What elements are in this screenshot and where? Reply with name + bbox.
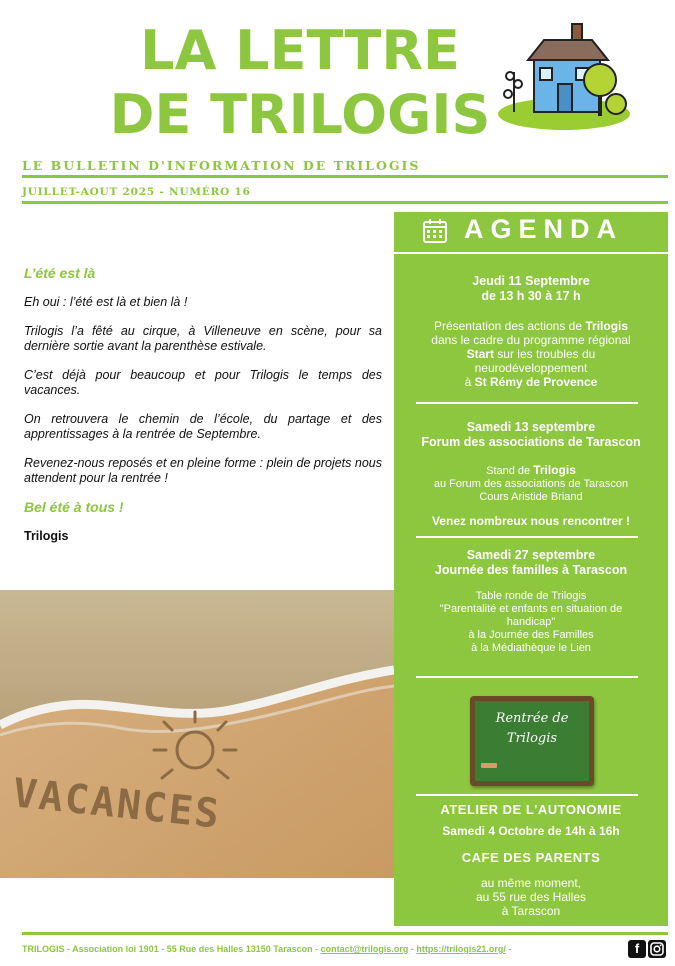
agenda-divider xyxy=(416,794,638,796)
event-cta: Venez nombreux nous rencontrer ! xyxy=(431,514,631,528)
event-title: Forum des associations de Tarascon xyxy=(421,435,641,449)
event-time: de 13 h 30 à 17 h xyxy=(481,289,581,303)
event-title: ATELIER DE L'AUTONOMIE xyxy=(440,802,622,817)
agenda-divider xyxy=(416,402,638,404)
event-line: au 55 rue des Halles xyxy=(475,890,587,904)
editorial-article xyxy=(24,266,382,558)
newsletter-title-line2: DE TRILOGIS xyxy=(109,83,491,146)
agenda-event-5 xyxy=(394,850,668,918)
event-line: handicap" xyxy=(506,616,556,628)
event-line: Présentation des actions de Trilogis xyxy=(433,319,629,333)
event-date: Samedi 27 septembre xyxy=(466,548,596,562)
article-signature: Trilogis xyxy=(24,529,69,543)
calendar-icon xyxy=(422,218,448,244)
chalkboard-line: Trilogis xyxy=(506,731,558,746)
chalkboard-rentree xyxy=(470,696,594,786)
event-date: Jeudi 11 Septembre xyxy=(472,274,590,288)
agenda-event-4 xyxy=(394,802,668,838)
event-line: dans le cadre du programme régional xyxy=(431,333,631,347)
agenda-divider xyxy=(416,676,638,678)
article-heading: L’été est là xyxy=(24,265,96,281)
agenda-event-2 xyxy=(394,420,668,528)
article-paragraph: Trilogis l’a fêté au cirque, à Villeneuve en scène, pour sa dernière sortie avant la parenthèse estivale. xyxy=(24,324,382,353)
event-title: Journée des familles à Tarascon xyxy=(434,563,628,577)
beach-vacances-image xyxy=(0,590,394,878)
event-title: CAFE DES PARENTS xyxy=(461,850,601,865)
chalkboard-line: Rentrée de xyxy=(495,711,569,726)
footer-address: TRILOGIS - Association loi 1901 - 55 Rue des Halles 13150 Tarascon - xyxy=(22,944,321,954)
agenda-header xyxy=(394,212,668,250)
footer-contact: TRILOGIS - Association loi 1901 - 55 Rue des Halles 13150 Tarascon - contact@trilogis.org - https://trilogis21.org/ - xyxy=(22,944,512,954)
event-line: à la Médiathèque le Lien xyxy=(471,642,591,654)
newsletter-subtitle: LE BULLETIN D'INFORMATION DE TRILOGIS xyxy=(22,158,421,173)
event-line: Table ronde de Trilogis xyxy=(475,590,587,602)
event-line: au Forum des associations de Tarascon xyxy=(433,478,629,490)
article-paragraph: C’est déjà pour beaucoup et pour Trilogis le temps des vacances. xyxy=(24,368,382,397)
agenda-header-divider xyxy=(394,252,668,254)
event-line: à St Rémy de Provence xyxy=(464,375,598,389)
footer-divider xyxy=(22,932,668,935)
footer-email-link[interactable]: contact@trilogis.org xyxy=(320,944,409,954)
sand-vacances-text: VACANCES xyxy=(10,770,223,838)
article-paragraph: Eh oui : l’été est là et bien là ! xyxy=(24,295,188,309)
event-line: Start sur les troubles du xyxy=(466,347,596,361)
article-paragraph: Revenez-nous reposés et en pleine forme : plein de projets nous attendent pour la rentrée ! xyxy=(24,456,382,485)
event-line: neurodéveloppement xyxy=(474,361,588,375)
instagram-icon[interactable] xyxy=(648,940,666,958)
event-line: Stand de Trilogis xyxy=(486,463,576,477)
agenda-event-1 xyxy=(394,274,668,389)
header-divider xyxy=(22,175,668,178)
event-line: "Parentalité et enfants en situation de xyxy=(439,603,623,615)
event-line: à Tarascon xyxy=(501,904,561,918)
footer-website-link[interactable]: https://trilogis21.org/ xyxy=(416,944,506,954)
agenda-panel xyxy=(394,212,668,926)
agenda-title: AGENDA xyxy=(464,214,624,244)
event-date: Samedi 13 septembre xyxy=(466,420,596,434)
event-date: Samedi 4 Octobre de 14h à 16h xyxy=(442,824,620,838)
issue-divider xyxy=(22,201,668,204)
event-line: au même moment, xyxy=(480,876,582,890)
event-line: Cours Aristide Briand xyxy=(479,491,583,503)
house-logo-icon xyxy=(496,22,632,132)
facebook-icon[interactable]: f xyxy=(628,940,646,958)
event-line: à la Journée des Familles xyxy=(468,629,594,641)
newsletter-title-line1: LA LETTRE xyxy=(140,19,460,82)
issue-label: JUILLET-AOUT 2025 - NUMÉRO 16 xyxy=(22,186,251,198)
agenda-divider xyxy=(416,536,638,538)
agenda-event-3 xyxy=(394,548,668,655)
article-paragraph: On retrouvera le chemin de l’école, du partage et des apprentissages à la rentrée de Septembre. xyxy=(24,412,382,441)
chalk-icon xyxy=(481,763,497,768)
article-closing: Bel été à tous ! xyxy=(24,499,124,515)
